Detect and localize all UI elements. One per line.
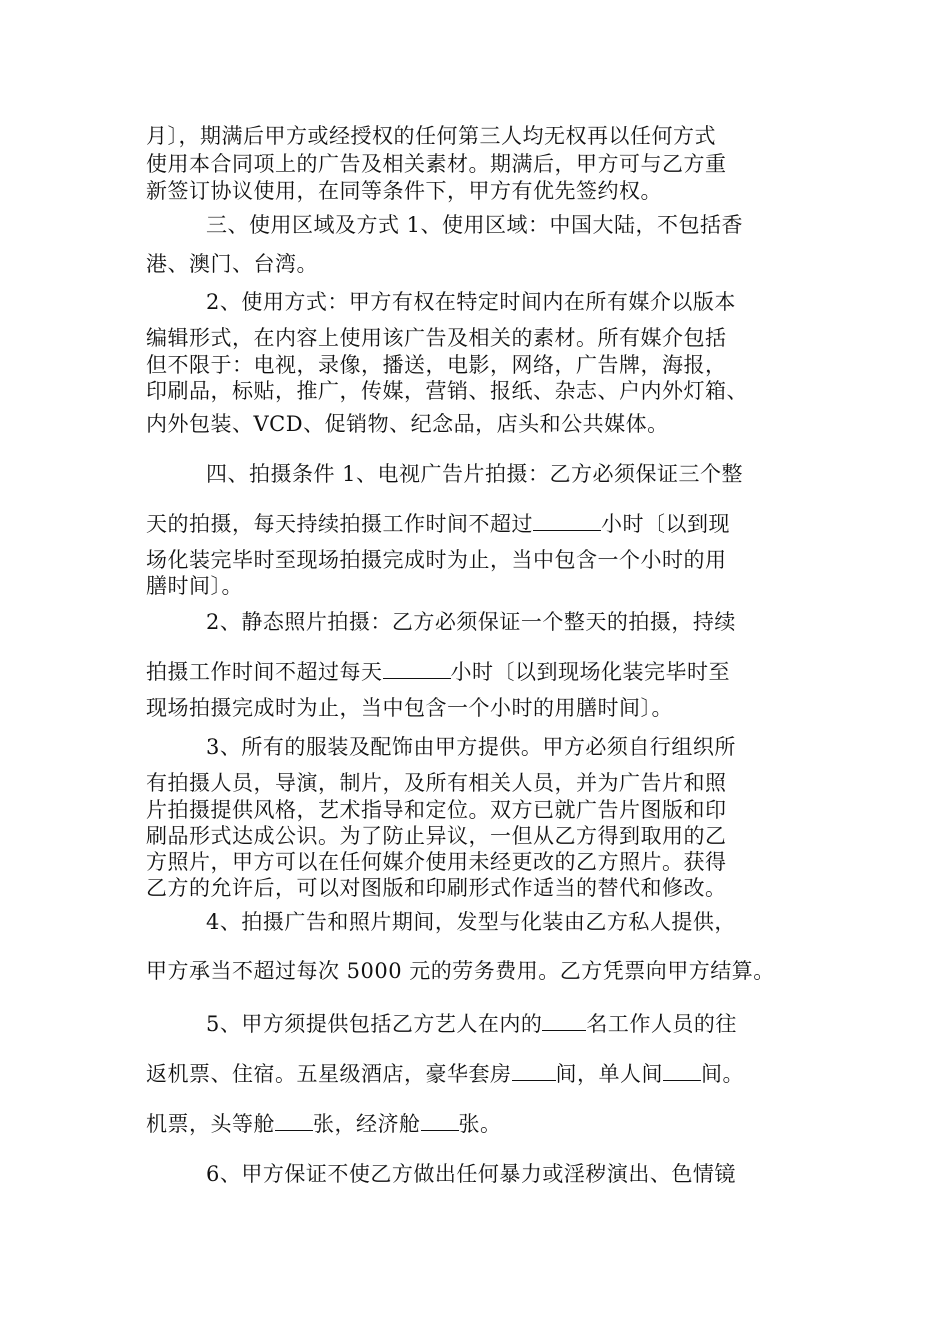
text-line: 三、使用区域及方式 1、使用区域：中国大陆，不包括香 — [206, 213, 744, 237]
text-line: 现场拍摄完成时为止，当中包含一个小时的用膳时间〕。 — [146, 696, 673, 720]
line-segment: 天的拍摄，每天持续拍摄工作时间不超过 — [146, 512, 533, 536]
text-line: 场化装完毕时至现场拍摄完成时为止，当中包含一个小时的用 — [146, 548, 727, 572]
text-line: 编辑形式，在内容上使用该广告及相关的素材。所有媒介包括 — [146, 326, 727, 350]
fill-in-blank-economy-tickets[interactable] — [421, 1110, 459, 1131]
text-line: 港、澳门、台湾。 — [146, 252, 318, 276]
line-segment: 名工作人员的往 — [586, 1012, 737, 1036]
line-segment: 机票，头等舱 — [146, 1112, 275, 1136]
text-line: 片拍摄提供风格，艺术指导和定位。双方已就广告片图版和印 — [146, 798, 727, 822]
fill-in-blank-hours[interactable] — [383, 658, 451, 679]
fill-in-blank-staff-count[interactable] — [542, 1010, 586, 1031]
text-line — [146, 510, 730, 538]
line-segment: 小时〔以到现场化装完毕时至 — [450, 660, 730, 684]
line-segment: 拍摄工作时间不超过每天 — [146, 660, 383, 684]
text-line: 内外包装、VCD、促销物、纪念品，店头和公共媒体。 — [146, 412, 669, 436]
text-line: 膳时间〕。 — [146, 574, 243, 598]
line-segment: 5、甲方须提供包括乙方艺人在内的 — [206, 1012, 543, 1036]
text-line: 刷品形式达成公识。为了防止异议，一但从乙方得到取用的乙 — [146, 824, 727, 848]
line-segment: 间。 — [701, 1062, 744, 1086]
text-line: 新签订协议使用，在同等条件下，甲方有优先签约权。 — [146, 179, 662, 203]
line-segment: 返机票、住宿。五星级酒店，豪华套房 — [146, 1062, 512, 1086]
text-line: 4、拍摄广告和照片期间，发型与化装由乙方私人提供， — [206, 910, 736, 934]
text-line: 2、静态照片拍摄：乙方必须保证一个整天的拍摄，持续 — [206, 610, 736, 634]
text-line: 2、使用方式：甲方有权在特定时间内在所有媒介以版本 — [206, 290, 736, 314]
text-line: 方照片，甲方可以在任何媒介使用未经更改的乙方照片。获得 — [146, 850, 727, 874]
text-line: 印刷品，标贴，推广，传媒，营销、报纸、杂志、户内外灯箱、 — [146, 379, 748, 403]
text-line: 使用本合同项上的广告及相关素材。期满后，甲方可与乙方重 — [146, 152, 727, 176]
line-segment: 间，单人间 — [555, 1062, 663, 1086]
text-line: 四、拍摄条件 1、电视广告片拍摄：乙方必须保证三个整 — [206, 462, 744, 486]
text-line: 乙方的允许后，可以对图版和印刷形式作适当的替代和修改。 — [146, 876, 727, 900]
text-line — [206, 1010, 737, 1038]
line-segment: 张。 — [458, 1112, 502, 1136]
fill-in-blank-first-class-tickets[interactable] — [275, 1110, 313, 1131]
text-line — [146, 1060, 744, 1088]
fill-in-blank-suite-rooms[interactable] — [512, 1060, 556, 1081]
text-line — [146, 658, 730, 686]
text-line: 月〕，期满后甲方或经授权的任何第三人均无权再以任何方式 — [146, 124, 716, 148]
fill-in-blank-single-rooms[interactable] — [663, 1060, 701, 1081]
text-line: 有拍摄人员，导演，制片，及所有相关人员，并为广告片和照 — [146, 771, 727, 795]
text-line: 但不限于：电视，录像，播送，电影，网络，广告牌，海报， — [146, 353, 727, 377]
line-segment: 小时〔以到现 — [601, 512, 730, 536]
text-line: 甲方承当不超过每次 5000 元的劳务费用。乙方凭票向甲方结算。 — [146, 959, 775, 983]
line-segment: 张，经济舱 — [313, 1112, 421, 1136]
text-line — [146, 1110, 502, 1138]
text-line: 3、所有的服装及配饰由甲方提供。甲方必须自行组织所 — [206, 735, 736, 759]
fill-in-blank-hours[interactable] — [533, 510, 601, 531]
text-line: 6、甲方保证不使乙方做出任何暴力或淫秽演出、色情镜 — [206, 1162, 736, 1186]
